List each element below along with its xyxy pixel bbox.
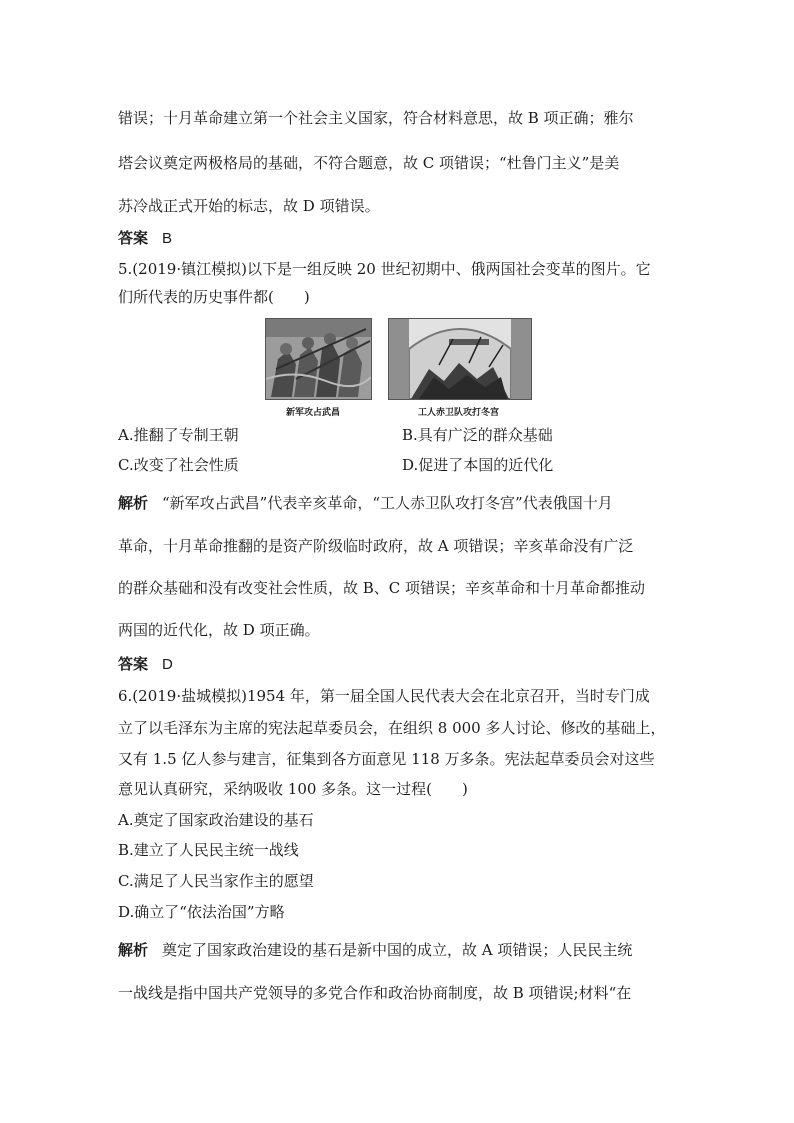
question-stem-line: 意见认真研究，采纳吸收 100 多条。这一过程( ): [118, 780, 468, 798]
explanation-line: 塔会议奠定两极格局的基础，不符合题意，故 C 项错误；“杜鲁门主义”是美: [118, 154, 620, 172]
explanation-line: 错误；十月革命建立第一个社会主义国家，符合材料意思，故 B 项正确；雅尔: [118, 109, 634, 127]
answer-line: [118, 228, 678, 249]
analysis-text: 奠定了国家政治建设的基石是新中国的成立，故 A 项错误；人民民主统: [162, 941, 633, 959]
winter-palace-storming-photo: [388, 318, 532, 400]
image-caption-right: 工人赤卫队攻打冬宫: [418, 408, 500, 418]
answer-label: 答案: [118, 655, 149, 673]
analysis-line: [118, 493, 678, 513]
question-stem-line: 6.(2019·盐城模拟)1954 年，第一届全国人民代表大会在北京召开，当时专门成: [118, 687, 650, 705]
analysis-text: “新军攻占武昌”代表辛亥革命，“工人赤卫队攻打冬宫”代表俄国十月: [162, 494, 613, 512]
answer-value: B: [162, 230, 173, 247]
crowd-arch-icon: [389, 319, 531, 399]
option-a: A.推翻了专制王朝: [118, 426, 239, 444]
analysis-label: 解析: [118, 494, 149, 512]
wuchang-uprising-photo: [265, 318, 372, 400]
question-stem-line: 立了以毛泽东为主席的宪法起草委员会，在组织 8 000 多人讨论、修改的基础上，: [118, 719, 666, 737]
question-stem-line: 又有 1.5 亿人参与建言，征集到各方面意见 118 万多条。宪法起草委员会对这些: [118, 750, 655, 768]
question-stem-line: 们所代表的历史事件都( ): [118, 288, 310, 306]
analysis-line: 革命，十月革命推翻的是资产阶级临时政府，故 A 项错误；辛亥革命没有广泛: [118, 537, 634, 555]
option-d: D.促进了本国的近代化: [402, 456, 554, 474]
option-b: B.建立了人民民主统一战线: [118, 841, 299, 859]
answer-value: D: [162, 656, 173, 673]
answer-line: [118, 654, 678, 675]
question-stem-line: 5.(2019·镇江模拟)以下是一组反映 20 世纪初期中、俄两国社会变革的图片。它: [118, 260, 651, 278]
analysis-line: 的群众基础和没有改变社会性质，故 B、C 项错误；辛亥革命和十月革命都推动: [118, 579, 646, 597]
option-c: C.满足了人民当家作主的愿望: [118, 872, 314, 890]
analysis-line: 两国的近代化，故 D 项正确。: [118, 621, 320, 639]
analysis-label: 解析: [118, 941, 149, 959]
analysis-line: [118, 940, 678, 960]
relief-sculpture-icon: [266, 319, 371, 399]
image-caption-left: 新军攻占武昌: [286, 408, 341, 418]
analysis-line: 一战线是指中国共产党领导的多党合作和政治协商制度，故 B 项错误;材料“在: [118, 984, 632, 1002]
option-a: A.奠定了国家政治建设的基石: [118, 811, 314, 829]
explanation-line: 苏冷战正式开始的标志，故 D 项错误。: [118, 197, 380, 215]
option-d: D.确立了“依法治国”方略: [118, 903, 285, 921]
option-b: B.具有广泛的群众基础: [402, 426, 553, 444]
option-c: C.改变了社会性质: [118, 456, 239, 474]
answer-label: 答案: [118, 229, 149, 247]
